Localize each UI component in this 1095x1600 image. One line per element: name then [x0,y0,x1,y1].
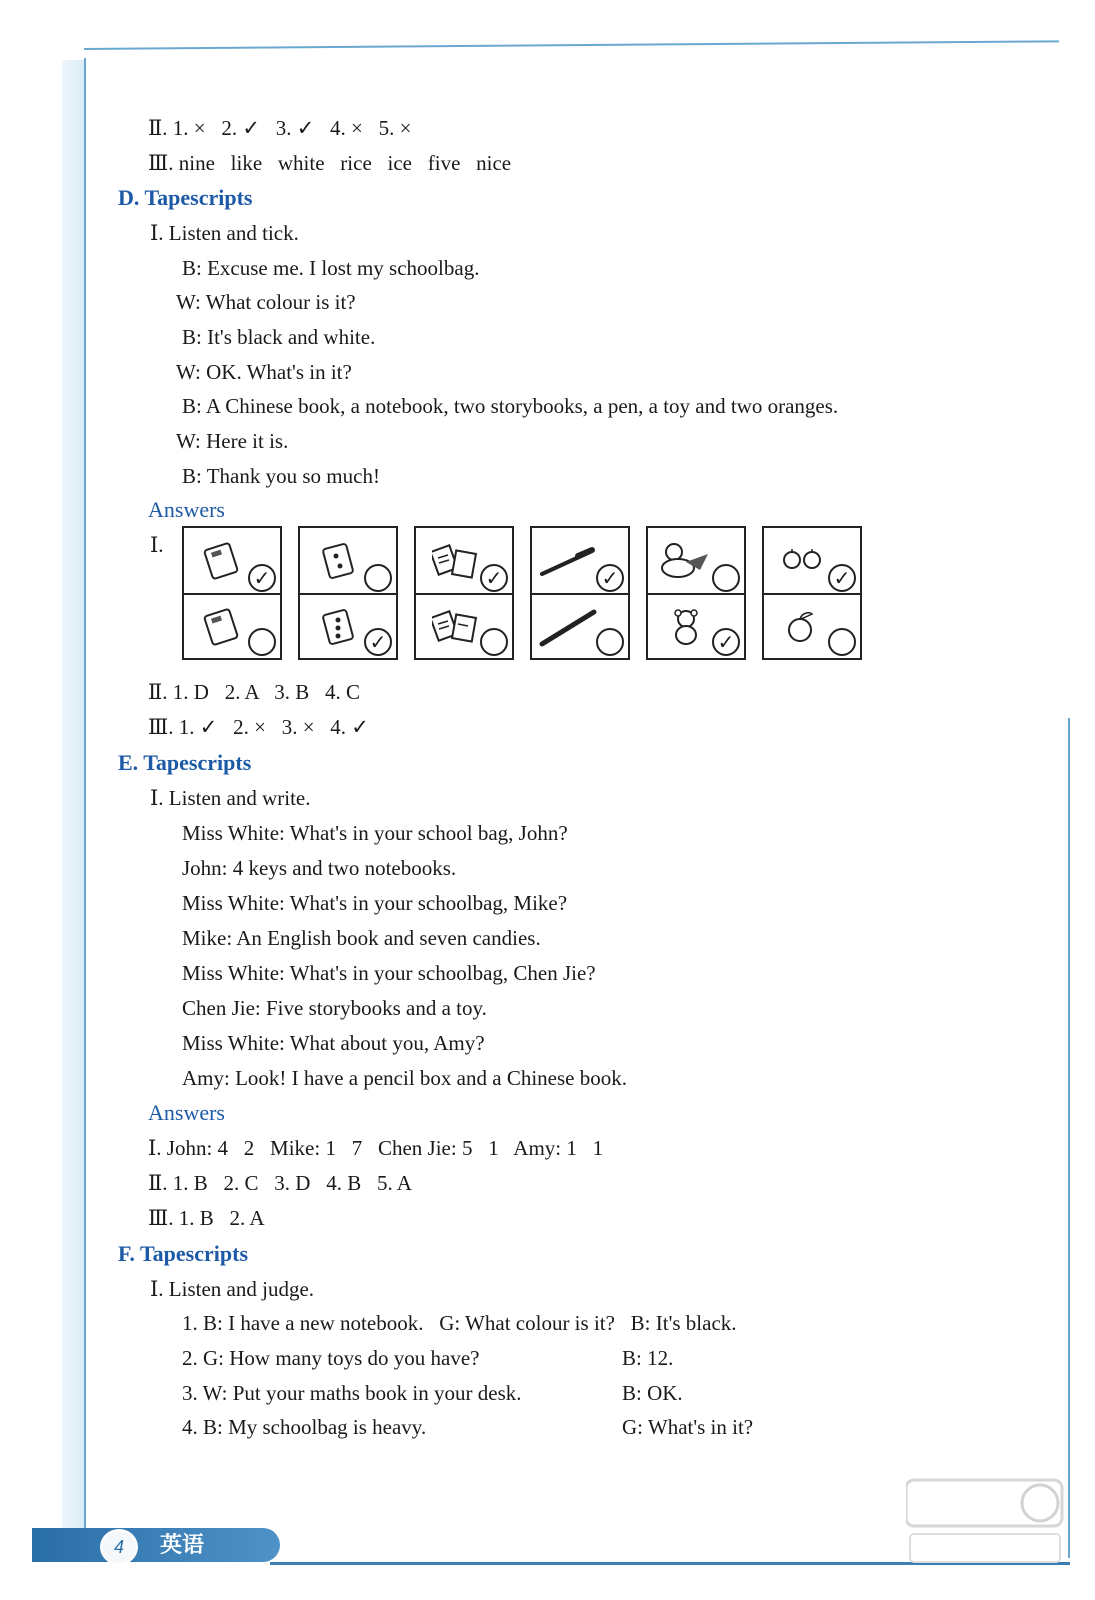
tick-cell-chinese-book [182,526,282,660]
subject-label: 英语 [160,1533,205,1558]
e-script-line: Miss White: What's in your schoolbag, Chen Jie? [182,961,596,985]
e-answers-heading: Answers [148,1100,225,1125]
d-script-line: B: A Chinese book, a notebook, two storybooks, a pen, a toy and two oranges. [182,394,839,418]
c-answer-ii: Ⅱ. 1. × 2. ✓ 3. ✓ 4. × 5. × [148,116,412,140]
storybooks-icon [432,606,478,648]
e-script-line: Chen Jie: Five storybooks and a toy. [182,996,487,1020]
notebook-icon [316,606,362,648]
e-answer-iii: Ⅲ. 1. B 2. A [148,1206,265,1230]
section-d-heading: D. Tapescripts [118,185,253,210]
page-binding-shade [62,60,84,1560]
f-script-line: 3. W: Put your maths book in your desk. [182,1381,522,1405]
f-part-i-title: Ⅰ. Listen and judge. [150,1277,315,1301]
teddy-bear-icon [664,606,710,648]
e-script-line: Miss White: What's in your schoolbag, Mike? [182,891,568,915]
d-answer-iii: Ⅲ. 1. ✓ 2. × 3. × 4. ✓ [148,715,369,739]
d-script-line: B: It's black and white. [182,325,376,349]
d-answer-ii: Ⅱ. 1. D 2. A 3. B 4. C [148,680,361,704]
toy-icon [652,540,712,582]
tick-cell-pen [530,526,630,660]
f-script-line: 4. B: My schoolbag is heavy. [182,1415,427,1439]
e-script-line: Miss White: What's in your school bag, John? [182,821,568,845]
f-script-line: 2. G: How many toys do you have? [182,1346,480,1370]
e-script-line: Mike: An English book and seven candies. [182,926,541,950]
d-answers-heading: Answers [148,497,225,522]
answer-circle: ✓ [248,564,276,592]
answer-circle [248,628,276,656]
storybooks-icon [432,540,478,582]
f-script-reply: G: What's in it? [622,1415,754,1439]
d-script-line: W: Here it is. [176,429,289,453]
f-script-reply: B: 12. [622,1346,674,1370]
footer-tab [32,1528,280,1562]
e-script-line: John: 4 keys and two notebooks. [182,856,457,880]
answer-circle: ✓ [480,564,508,592]
chinese-book-icon [200,540,246,582]
answer-circle: ✓ [364,628,392,656]
two-oranges-icon [780,540,826,582]
answer-circle [712,564,740,592]
e-script-line: Miss White: What about you, Amy? [182,1031,485,1055]
tick-cell-storybooks [414,526,514,660]
e-part-i-title: Ⅰ. Listen and write. [150,786,311,810]
answer-circle [828,628,856,656]
tick-cell-oranges [762,526,862,660]
d-script-line: W: OK. What's in it? [176,360,352,384]
pen-icon [538,540,598,582]
orange-icon [780,606,826,648]
e-answer-ii: Ⅱ. 1. B 2. C 3. D 4. B 5. A [148,1171,412,1195]
answer-circle [480,628,508,656]
answer-circle: ✓ [712,628,740,656]
f-script-reply: B: OK. [622,1381,683,1405]
frame-left-border [84,58,86,1550]
tick-cell-notebook [298,526,398,660]
f-script-line: 1. B: I have a new notebook. G: What colour is it? B: It's black. [182,1311,737,1335]
e-script-line: Amy: Look! I have a pencil box and a Chinese book. [182,1066,627,1090]
page-number: 4 [100,1529,138,1565]
answer-circle: ✓ [596,564,624,592]
answer-circle [364,564,392,592]
e-answer-i: Ⅰ. John: 4 2 Mike: 1 7 Chen Jie: 5 1 Amy: 1 1 [148,1136,604,1160]
chinese-book-icon [200,606,246,648]
c-answer-iii: Ⅲ. nine like white rice ice five nice [148,151,512,175]
section-f-heading: F. Tapescripts [118,1241,249,1266]
section-e-heading: E. Tapescripts [118,750,252,775]
frame-top-border [84,40,1059,50]
d-script-line: W: What colour is it? [176,290,356,314]
frame-right-border [1068,718,1070,1558]
d-answer-i-label: Ⅰ. [150,533,164,557]
tick-cell-toy [646,526,746,660]
pencil-icon [538,606,598,648]
answer-circle: ✓ [828,564,856,592]
notebook-icon [316,540,362,582]
watermark-logo [906,1476,1066,1566]
d-part-i-title: Ⅰ. Listen and tick. [150,221,299,245]
answer-circle [596,628,624,656]
d-script-line: B: Thank you so much! [182,464,380,488]
d-script-line: B: Excuse me. I lost my schoolbag. [182,256,480,280]
